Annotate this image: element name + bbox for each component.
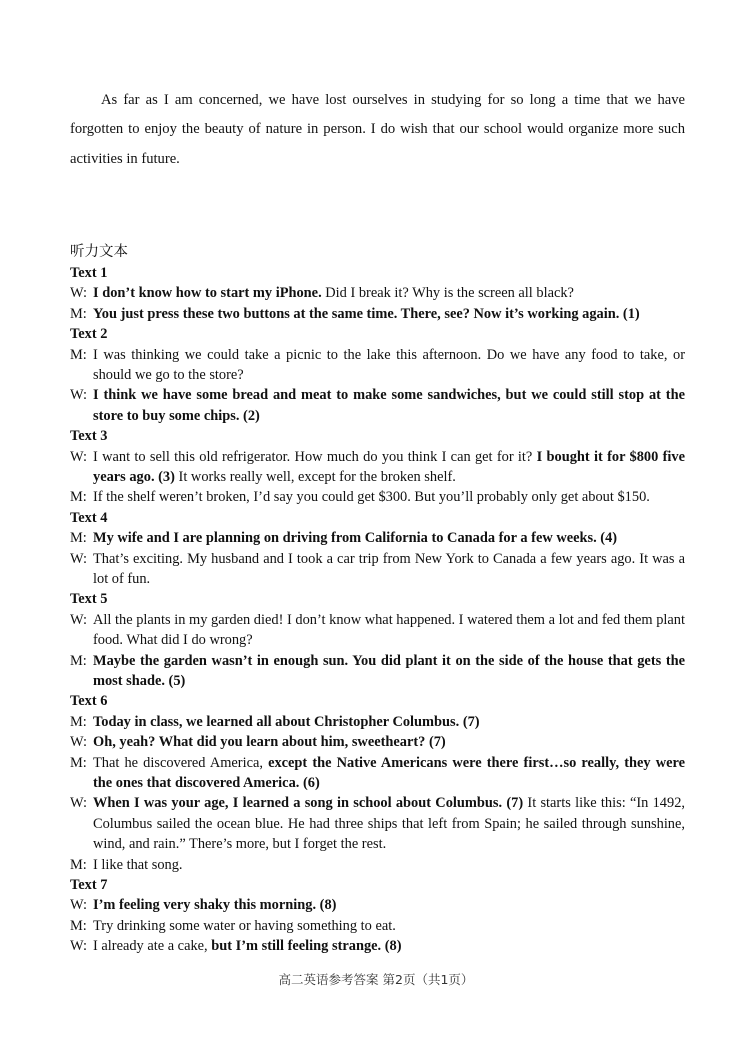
dialogue-line bbox=[70, 732, 685, 752]
dialogue-text: I was thinking we could take a picnic to the lake this afternoon. Do we have any food to take, or should we go to the store? bbox=[93, 346, 685, 383]
answer-key-text: but I’m still feeling strange. (8) bbox=[211, 938, 402, 955]
dialogue-text: That he discovered America, bbox=[93, 754, 269, 771]
answer-key-text: When I was your age, I learned a song in school about Columbus. (7) bbox=[93, 795, 524, 812]
speaker-label: M: bbox=[70, 917, 87, 934]
dialogue-text: Did I break it? Why is the screen all black? bbox=[321, 285, 574, 302]
dialogue-text: I already ate a cake, bbox=[93, 938, 212, 955]
dialogue-text: I like that song. bbox=[93, 856, 183, 873]
dialogue-text: It starts like this: “In 1492, Columbus sailed the ocean blue. He had three ships that left from Spain; he sailed through sunshine, wind, and rain.” There’s more, but I forget the rest. bbox=[93, 795, 685, 853]
dialogue-line bbox=[70, 753, 685, 794]
text-label: Text 1 bbox=[70, 265, 108, 281]
text-label: Text 7 bbox=[70, 877, 108, 894]
text-label: Text 3 bbox=[70, 428, 108, 445]
dialogue-line bbox=[70, 936, 685, 956]
text-label: Text 4 bbox=[70, 509, 108, 526]
dialogue-line bbox=[70, 487, 685, 507]
speaker-label: M: bbox=[70, 713, 87, 730]
dialogue-text: It works really well, except for the broken shelf. bbox=[174, 469, 456, 486]
dialogue-text: That’s exciting. My husband and I took a car trip from New York to Canada a few years ago. It was a lot of fun. bbox=[93, 550, 685, 588]
dialogue-line bbox=[70, 793, 685, 854]
answer-key-text: My wife and I are planning on driving from California to Canada for a few weeks. (4) bbox=[93, 530, 618, 547]
speaker-label: W: bbox=[70, 285, 88, 302]
text-label: Text 5 bbox=[70, 591, 108, 608]
speaker-label: M: bbox=[70, 856, 87, 873]
answer-key-text: Today in class, we learned all about Christopher Columbus. (7) bbox=[93, 713, 480, 730]
dialogue-line bbox=[70, 610, 685, 651]
answer-key-text: I bought it for $800 five years ago. (3) bbox=[93, 448, 685, 486]
speaker-label: W: bbox=[70, 795, 88, 812]
speaker-label: W: bbox=[70, 938, 88, 955]
dialogue-text: If the shelf weren’t broken, I’d say you could get $300. But you’ll probably only get about $150. bbox=[93, 489, 650, 506]
listening-transcript bbox=[70, 263, 685, 957]
dialogue-line bbox=[70, 549, 685, 590]
answer-key-text: except the Native Americans were there first…so really, they were the ones that discovered America. (6) bbox=[93, 754, 685, 792]
speaker-label: M: bbox=[70, 652, 87, 669]
dialogue-line bbox=[70, 895, 685, 915]
speaker-label: W: bbox=[70, 448, 88, 465]
dialogue-text: I want to sell this old refrigerator. How much do you think I can get for it? bbox=[93, 448, 537, 465]
speaker-label: W: bbox=[70, 897, 88, 914]
speaker-label: M: bbox=[70, 530, 87, 547]
speaker-label: W: bbox=[70, 387, 88, 404]
answer-key-text: I’m feeling very shaky this morning. (8) bbox=[93, 897, 337, 914]
dialogue-line bbox=[70, 385, 685, 426]
dialogue-line bbox=[70, 304, 685, 324]
dialogue-text: All the plants in my garden died! I don’t know what happened. I watered them a lot and fed them plant food. What did I do wrong? bbox=[93, 611, 685, 649]
dialogue-text: Try drinking some water or having something to eat. bbox=[93, 917, 396, 934]
speaker-label: W: bbox=[70, 611, 88, 628]
answer-key-text: Maybe the garden wasn’t in enough sun. You did plant it on the side of the house that gets the most shade. (5) bbox=[93, 652, 685, 690]
speaker-label: M: bbox=[70, 346, 87, 363]
text-label: Text 2 bbox=[70, 326, 108, 343]
speaker-label: M: bbox=[70, 489, 87, 506]
speaker-label: M: bbox=[70, 305, 87, 322]
answer-key-text: I don’t know how to start my iPhone. bbox=[93, 285, 322, 302]
dialogue-line bbox=[70, 345, 685, 386]
dialogue-line bbox=[70, 855, 685, 875]
dialogue-line bbox=[70, 712, 685, 732]
text-label: Text 6 bbox=[70, 693, 108, 710]
dialogue-line bbox=[70, 283, 685, 303]
section-heading: 听力文本 bbox=[70, 244, 128, 260]
speaker-label: W: bbox=[70, 734, 88, 751]
speaker-label: M: bbox=[70, 754, 87, 771]
dialogue-line bbox=[70, 528, 685, 548]
speaker-label: W: bbox=[70, 550, 88, 567]
answer-key-text: I think we have some bread and meat to make some sandwiches, but we could still stop at the store to buy some chips. (2) bbox=[93, 387, 685, 424]
dialogue-line bbox=[70, 916, 685, 936]
essay-paragraph: As far as I am concerned, we have lost ourselves in studying for so long a time that we have forgotten to enjoy the beauty of nature in person. I do wish that our school would organize more such activities in future. bbox=[70, 92, 685, 167]
page-footer: 高二英语参考答案 第2页（共1页） bbox=[278, 972, 474, 987]
answer-key-text: You just press these two buttons at the same time. There, see? Now it’s working again. (1) bbox=[93, 305, 640, 322]
answer-key-text: Oh, yeah? What did you learn about him, sweetheart? (7) bbox=[93, 734, 446, 751]
dialogue-line bbox=[70, 447, 685, 488]
dialogue-line bbox=[70, 651, 685, 692]
